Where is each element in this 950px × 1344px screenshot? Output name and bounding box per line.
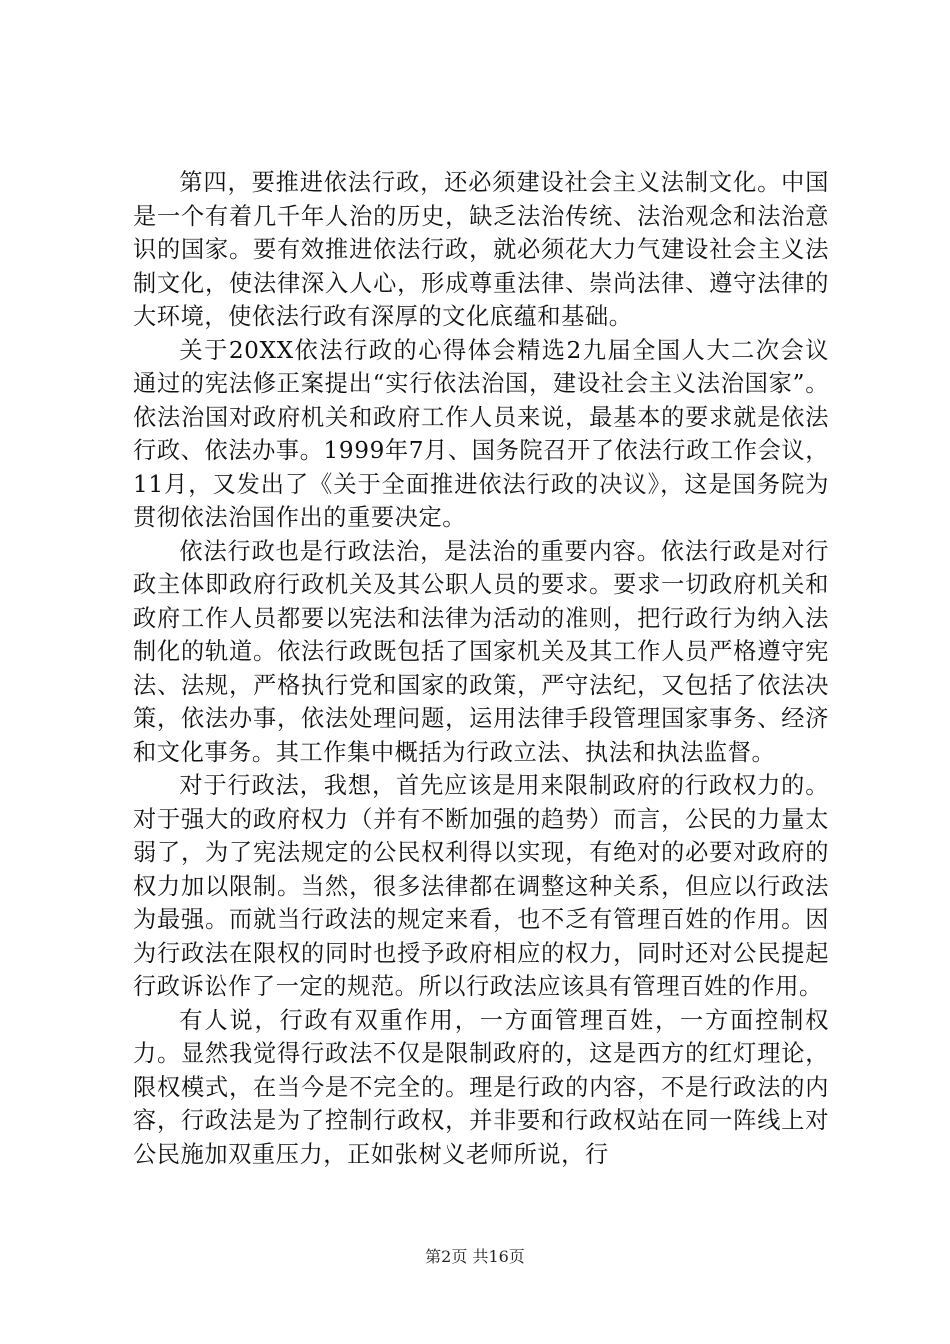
paragraph-2: 关于20XX依法行政的心得体会精选2九届全国人大二次会议通过的宪法修正案提出“实行依法治国，建设社会主义法治国家”。依法治国对政府机关和政府工作人员来说，最基本的要求就是依法行政、依法办事。1999年7月、国务院召开了依法行政工作会议，11月，又发出了《关于全面推进依法行政的决议》，这是国务院为贯彻依法治国作出的重要决定。: [133, 336, 829, 531]
document-body: [133, 166, 829, 1171]
paragraph-5: 有人说，行政有双重作用，一方面管理百姓，一方面控制权力。显然我觉得行政法不仅是限制政府的，这是西方的红灯理论，限权模式，在当今是不完全的。理是行政的内容，不是行政法的内容，行政法是为了控制行政权，并非要和行政权站在同一阵线上对公民施加双重压力，正如张树义老师所说，行: [133, 1006, 829, 1168]
paragraph-1: 第四，要推进依法行政，还必须建设社会主义法制文化。中国是一个有着几千年人治的历史，缺乏法治传统、法治观念和法治意识的国家。要有效推进依法行政，就必须花大力气建设社会主义法制文化，使法律深入人心，形成尊重法律、崇尚法律、遵守法律的大环境，使依法行政有深厚的文化底蕴和基础。: [133, 169, 829, 330]
paragraph-3: 依法行政也是行政法治，是法治的重要内容。依法行政是对行政主体即政府行政机关及其公职人员的要求。要求一切政府机关和政府工作人员都要以宪法和法律为活动的准则，把行政行为纳入法制化的轨道。依法行政既包括了国家机关及其工作人员严格遵守宪法、法规，严格执行党和国家的政策，严守法纪，又包括了依法决策，依法办事，依法处理问题，运用法律手段管理国家事务、经济和文化事务。其工作集中概括为行政立法、执法和执法监督。: [133, 537, 829, 766]
page-footer: 第2页 共16页: [425, 1247, 525, 1266]
paragraph-4: 对于行政法，我想，首先应该是用来限制政府的行政权力的。对于强大的政府权力（并有不断加强的趋势）而言，公民的力量太弱了，为了宪法规定的公民权利得以实现，有绝对的必要对政府的权力加以限制。当然，很多法律都在调整这种关系，但应以行政法为最强。而就当行政法的规定来看，也不乏有管理百姓的作用。因为行政法在限权的同时也授予政府相应的权力，同时还对公民提起行政诉讼作了一定的规范。所以行政法应该具有管理百姓的作用。: [133, 772, 829, 1000]
